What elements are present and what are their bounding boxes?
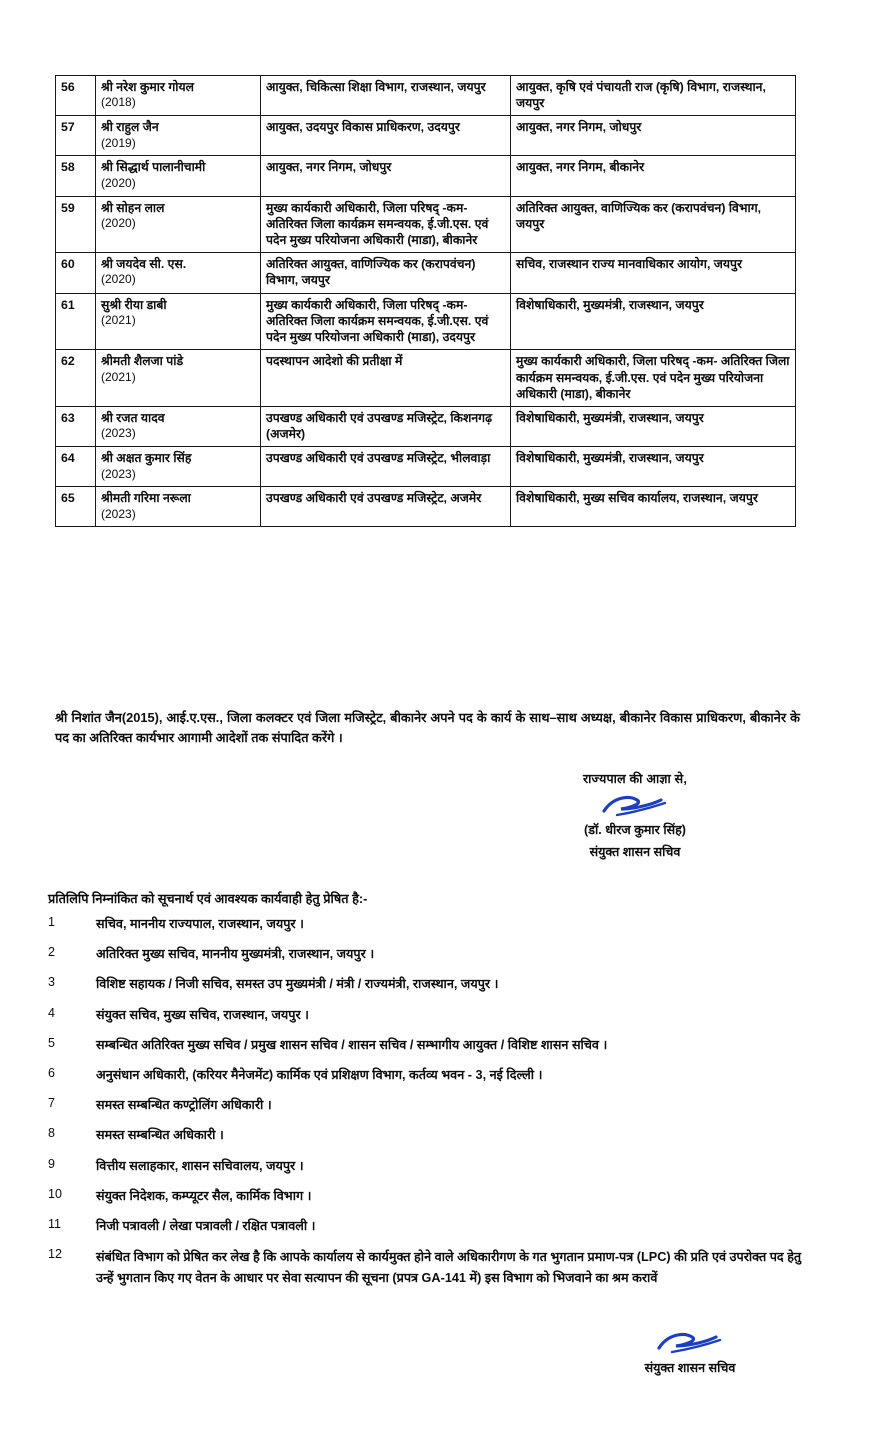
row-new-posting: विशेषाधिकारी, मुख्य सचिव कार्यालय, राजस्थान, जयपुर [511,487,796,527]
row-officer-name [96,406,261,446]
row-serial: 65 [56,487,96,527]
row-serial: 57 [56,116,96,156]
list-item [48,1187,808,1207]
signature-block [470,770,800,862]
list-item-number: 12 [48,1247,62,1262]
copy-to-heading: प्रतिलिपि निम्नांकित को सूचनार्थ एवं आवश्यक कार्यवाही हेतु प्रेषित है:- [48,891,368,906]
list-item-number: 11 [48,1216,61,1231]
table-row [56,116,796,156]
list-item [48,1157,808,1177]
row-current-posting: मुख्य कार्यकारी अधिकारी, जिला परिषद् -कम- अतिरिक्त जिला कार्यक्रम समन्वयक, ई.जी.एस. एवं पदेन मुख्य परियोजना अधिकारी (माडा), बीकानेर [261,196,511,253]
row-new-posting: आयुक्त, नगर निगम, बीकानेर [511,156,796,196]
row-officer-name [96,487,261,527]
row-current-posting: उपखण्ड अधिकारी एवं उपखण्ड मजिस्ट्रेट, अजमेर [261,487,511,527]
list-item-text: समस्त सम्बन्धित अधिकारी । [96,1128,224,1143]
row-officer-name [96,253,261,293]
list-item-number: 5 [48,1035,55,1050]
list-item-text: वित्तीय सलाहकार, शासन सचिवालय, जयपुर । [96,1158,304,1173]
officer-batch-year: (2023) [101,426,136,441]
row-new-posting: आयुक्त, नगर निगम, जोधपुर [511,116,796,156]
officer-batch-year: (2023) [101,506,136,521]
table-row [56,253,796,293]
officer-batch-year: (2020) [101,175,136,190]
list-item [48,1066,808,1086]
signatory-designation: संयुक्त शासन सचिव [589,844,681,859]
officer-name: श्री सोहन लाल [101,200,165,215]
row-current-posting: उपखण्ड अधिकारी एवं उपखण्ड मजिस्ट्रेट, भीलवाड़ा [261,447,511,487]
handwritten-signature-icon [654,1328,726,1358]
officer-name: सुश्री रीया डाबी [101,297,167,312]
list-item [48,1006,808,1026]
list-item [48,1126,808,1146]
officer-name: श्रीमती शैलजा पांडे [101,354,184,369]
row-new-posting: सचिव, राजस्थान राज्य मानवाधिकार आयोग, जयपुर [511,253,796,293]
list-item [48,1036,808,1056]
list-item-text: विशिष्ट सहायक / निजी सचिव, समस्त उप मुख्यमंत्री / मंत्री / राज्यमंत्री, राजस्थान, जयपुर । [96,977,499,992]
list-item-number: 6 [48,1065,55,1080]
additional-charge-note: श्री निशांत जैन(2015), आई.ए.एस., जिला कलक्टर एवं जिला मजिस्ट्रेट, बीकानेर अपने पद के कार्य के साथ–साथ अध्यक्ष, बीकानेर विकास प्राधिकरण, बीकानेर के पद का अतिरिक्त कार्यभार आगामी आदेशों तक संपादित करेंगे । [55,710,800,746]
row-officer-name [96,116,261,156]
list-item-text: संयुक्त निदेशक, कम्प्यूटर सैल, कार्मिक विभाग । [96,1188,312,1203]
officer-name: श्री नरेश कुमार गोयल [101,80,194,94]
list-item-number: 7 [48,1096,55,1111]
row-serial: 58 [56,156,96,196]
officer-batch-year: (2021) [101,369,136,384]
list-item-number: 3 [48,975,55,990]
list-item-number: 10 [48,1186,62,1201]
list-item [48,945,808,965]
table-row [56,350,796,407]
row-officer-name [96,350,261,407]
officer-batch-year: (2019) [101,135,136,150]
list-item-number: 8 [48,1126,55,1141]
list-item-text: समस्त सम्बन्धित कण्ट्रोलिंग अधिकारी । [96,1098,272,1113]
list-item-number: 4 [48,1005,55,1020]
row-current-posting: पदस्थापन आदेशो की प्रतीक्षा में [261,350,511,407]
list-item-number: 1 [48,915,55,929]
officer-name: श्री राहुल जैन [101,120,159,135]
row-current-posting: आयुक्त, उदयपुर विकास प्राधिकरण, उदयपुर [261,116,511,156]
row-new-posting: आयुक्त, कृषि एवं पंचायती राज (कृषि) विभाग, राजस्थान, जयपुर [511,76,796,116]
officer-batch-year: (2021) [101,312,136,327]
list-item-text: सम्बन्धित अतिरिक्त मुख्य सचिव / प्रमुख शासन सचिव / शासन सचिव / सम्भागीय आयुक्त / विशिष्ट शासन सचिव । [96,1037,608,1052]
officer-name: श्री रजत यादव [101,410,165,425]
list-item [48,1096,808,1116]
row-new-posting: मुख्य कार्यकारी अधिकारी, जिला परिषद् -कम- अतिरिक्त जिला कार्यक्रम समन्वयक, ई.जी.एस. एवं पदेन मुख्य परियोजना अधिकारी (माडा), बीकानेर [511,350,796,407]
row-serial: 64 [56,447,96,487]
row-serial: 63 [56,406,96,446]
row-current-posting: मुख्य कार्यकारी अधिकारी, जिला परिषद् -कम- अतिरिक्त जिला कार्यक्रम समन्वयक, ई.जी.एस. एवं पदेन मुख्य परियोजना अधिकारी (माडा), उदयपुर [261,293,511,350]
officer-name: श्री सिद्धार्थ पालानीचामी [101,160,206,175]
table-row [56,406,796,446]
handwritten-signature-icon [599,791,671,821]
table-row [56,196,796,253]
table-row [56,76,796,116]
row-new-posting: विशेषाधिकारी, मुख्यमंत्री, राजस्थान, जयपुर [511,447,796,487]
list-item [48,915,808,935]
footer-signature-block [560,1328,820,1376]
row-serial: 59 [56,196,96,253]
officer-batch-year: (2020) [101,272,136,287]
signatory-name: (डॉ. धीरज कुमार सिंह) [584,822,686,837]
transfer-order-table [55,75,796,527]
row-officer-name [96,76,261,116]
table-row [56,156,796,196]
officer-name: श्री जयदेव सी. एस. [101,257,187,272]
row-serial: 62 [56,350,96,407]
officer-name: श्री अक्षत कुमार सिंह [101,451,192,466]
list-item-text: निजी पत्रावली / लेखा पत्रावली / रक्षित पत्रावली । [96,1218,316,1233]
list-item-text: संबंधित विभाग को प्रेषित कर लेख है कि आपके कार्यालय से कार्यमुक्त होने वाले अधिकारीगण के गत भुगतान प्रमाण-पत्र (LPC) की प्रति एवं उपरोक्त पद हेतु उन्हें भुगतान किए गए वेतन के आधार पर सेवा सत्यापन की सूचना (प्रपत्र GA-141 में) इस विभाग को भिजवाने का श्रम करावें [96,1250,802,1285]
row-officer-name [96,293,261,350]
row-new-posting: विशेषाधिकारी, मुख्यमंत्री, राजस्थान, जयपुर [511,406,796,446]
row-serial: 61 [56,293,96,350]
table-row [56,293,796,350]
row-current-posting: आयुक्त, नगर निगम, जोधपुर [261,156,511,196]
list-item-number: 9 [48,1156,55,1171]
officer-batch-year: (2023) [101,466,136,481]
list-item [48,975,808,995]
list-item-number: 2 [48,945,55,960]
list-item-text: सचिव, माननीय राज्यपाल, राजस्थान, जयपुर । [96,917,304,931]
row-officer-name [96,447,261,487]
copy-to-list [48,915,808,1299]
table-row [56,487,796,527]
row-new-posting: अतिरिक्त आयुक्त, वाणिज्यिक कर (करापवंचन) विभाग, जयपुर [511,196,796,253]
officer-batch-year: (2018) [101,95,136,110]
row-serial: 56 [56,76,96,116]
row-current-posting: अतिरिक्त आयुक्त, वाणिज्यिक कर (करापवंचन) विभाग, जयपुर [261,253,511,293]
footer-signatory-designation: संयुक्त शासन सचिव [644,1361,736,1375]
by-order-of-governor-text: राज्यपाल की आज्ञा से, [582,772,688,786]
list-item [48,1217,808,1237]
table-row [56,447,796,487]
officer-batch-year: (2020) [101,215,136,230]
row-officer-name [96,196,261,253]
row-new-posting: विशेषाधिकारी, मुख्यमंत्री, राजस्थान, जयपुर [511,293,796,350]
officer-name: श्रीमती गरिमा नरूला [101,491,191,506]
row-serial: 60 [56,253,96,293]
row-current-posting: आयुक्त, चिकित्सा शिक्षा विभाग, राजस्थान, जयपुर [261,76,511,116]
row-current-posting: उपखण्ड अधिकारी एवं उपखण्ड मजिस्ट्रेट, किशनगढ़ (अजमेर) [261,406,511,446]
list-item-text: संयुक्त सचिव, मुख्य सचिव, राजस्थान, जयपुर । [96,1007,309,1022]
list-item-text: अनुसंधान अधिकारी, (करियर मैनेजमेंट) कार्मिक एवं प्रशिक्षण विभाग, कर्तव्य भवन - 3, नई दिल्ली । [96,1067,543,1082]
row-officer-name [96,156,261,196]
list-item [48,1247,808,1288]
list-item-text: अतिरिक्त मुख्य सचिव, माननीय मुख्यमंत्री, राजस्थान, जयपुर । [96,947,375,962]
